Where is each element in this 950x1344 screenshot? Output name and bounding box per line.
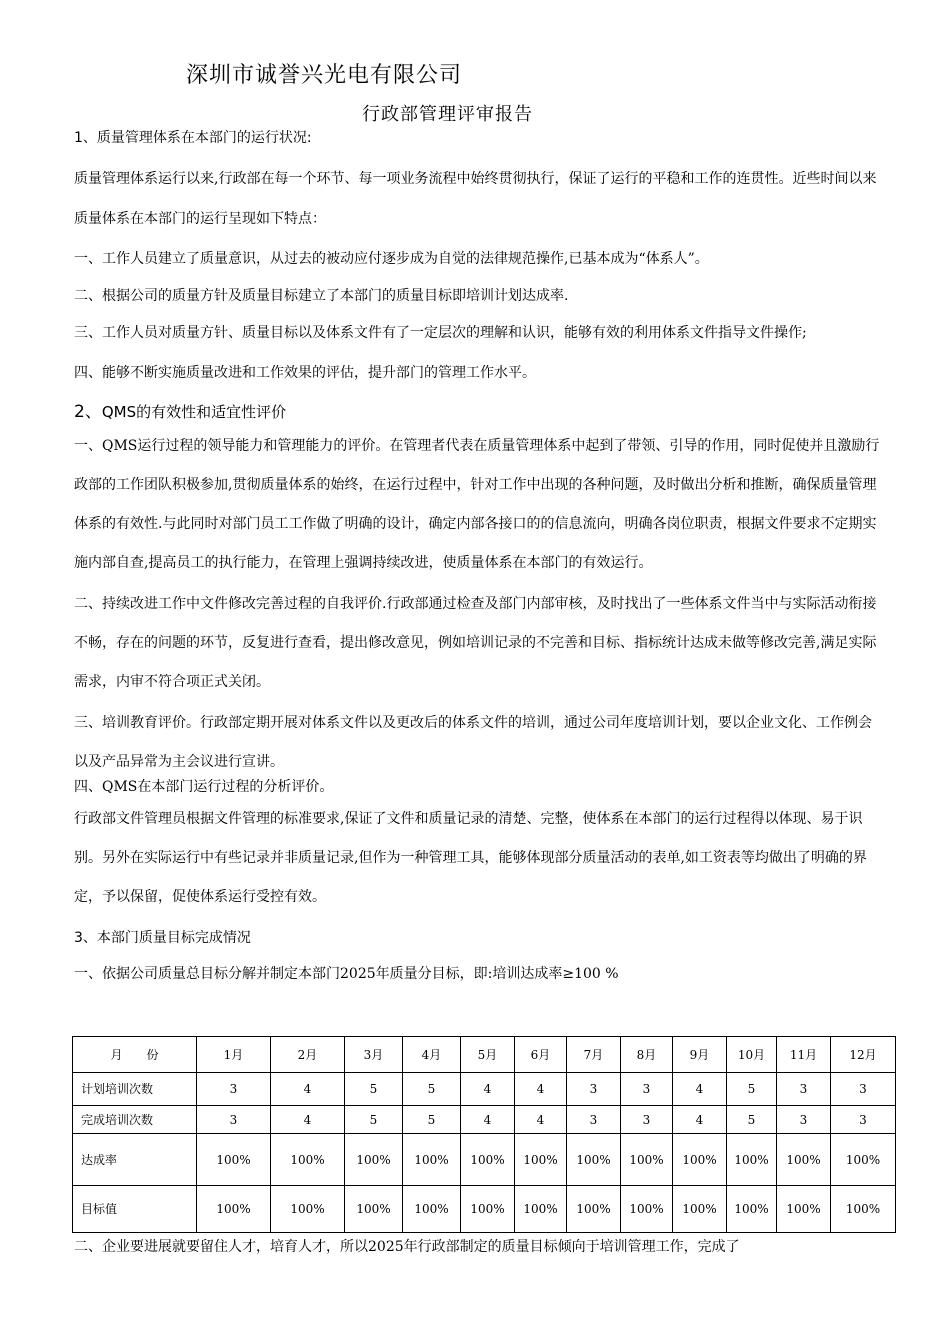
table-cell: 5 [727, 1106, 777, 1134]
section-2-title: QMS的有效性和适宜性评价 [101, 403, 287, 421]
section-1-point-4: 四、能够不断实施质量改进和工作效果的评估，提升部门的管理工作水平。 [74, 365, 536, 381]
table-cell: 100% [621, 1186, 673, 1233]
month-cell: 4月 [403, 1037, 461, 1073]
section-1-point-3: 三、工作人员对质量方针、质量目标以及体系文件有了一定层次的理解和认识，能够有效的利用体系文件指导文件操作; [74, 325, 807, 341]
month-cell: 11月 [777, 1037, 831, 1073]
table-cell: 5 [727, 1073, 777, 1106]
table-cell: 100% [831, 1186, 896, 1233]
table-cell: 3 [777, 1073, 831, 1106]
table-cell: 5 [345, 1073, 403, 1106]
section-3-paragraph-1: 一、依据公司质量总目标分解并制定本部门2025年质量分目标，即:培训达成率≥100 % [74, 966, 619, 982]
table-cell: 4 [461, 1073, 515, 1106]
table-cell: 3 [567, 1106, 621, 1134]
table-cell: 100% [197, 1134, 271, 1186]
table-cell: 3 [621, 1106, 673, 1134]
month-cell: 10月 [727, 1037, 777, 1073]
table-cell: 4 [271, 1073, 345, 1106]
table-row [73, 1073, 896, 1106]
table-cell: 3 [777, 1106, 831, 1134]
table-cell: 3 [621, 1073, 673, 1106]
table-header-row [73, 1037, 896, 1073]
month-cell: 1月 [197, 1037, 271, 1073]
table-cell: 100% [673, 1186, 727, 1233]
table-cell: 100% [271, 1186, 345, 1233]
table-cell: 3 [567, 1073, 621, 1106]
table-cell: 100% [777, 1186, 831, 1233]
table-cell: 3 [197, 1073, 271, 1106]
section-3-heading: 3、本部门质量目标完成情况 [74, 930, 251, 946]
table-cell: 100% [567, 1134, 621, 1186]
table-cell: 5 [403, 1073, 461, 1106]
month-cell: 8月 [621, 1037, 673, 1073]
table-cell: 100% [727, 1186, 777, 1233]
section-1-point-1: 一、工作人员建立了质量意识，从过去的被动应付逐步成为自觉的法律规范操作,已基本成为“体系人”。 [74, 251, 709, 267]
section-3-paragraph-2: 二、企业要进展就要留住人才，培育人才，所以2025年行政部制定的质量目标倾向于培训管理工作，完成了 [74, 1239, 740, 1255]
month-header-cell: 月 份 [73, 1037, 197, 1073]
report-title: 行政部管理评审报告 [362, 104, 533, 125]
section-1-point-2: 二、根据公司的质量方针及质量目标建立了本部门的质量目标即培训计划达成率. [74, 288, 569, 304]
section-2-number: 2、 [74, 402, 102, 422]
report-body [74, 127, 884, 991]
table-cell: 100% [197, 1186, 271, 1233]
table-cell: 100% [515, 1134, 567, 1186]
table-cell: 3 [197, 1106, 271, 1134]
month-cell: 5月 [461, 1037, 515, 1073]
table-cell: 5 [345, 1106, 403, 1134]
table-cell: 4 [515, 1073, 567, 1106]
table-cell: 100% [621, 1134, 673, 1186]
section-2-paragraph-4: 行政部文件管理员根据文件管理的标准要求,保证了文件和质量记录的清楚、完整，使体系在本部门的运行过程得以体现、易于识别。另外在实际运行中有些记录并非质量记录,但作为一种管理工具，能够体现部分质量活动的表单,如工资表等均做出了明确的界定，予以保留，促使体系运行受控有效。 [74, 811, 867, 905]
table-cell: 3 [831, 1073, 896, 1106]
month-cell: 6月 [515, 1037, 567, 1073]
table-cell: 4 [673, 1073, 727, 1106]
table-cell: 100% [831, 1134, 896, 1186]
company-name: 深圳市诚誉兴光电有限公司 [186, 63, 463, 88]
training-target-table [72, 1036, 896, 1233]
table-row [73, 1106, 896, 1134]
row-label: 计划培训次数 [73, 1073, 197, 1106]
month-cell: 2月 [271, 1037, 345, 1073]
table-cell: 100% [345, 1186, 403, 1233]
table-cell: 100% [345, 1134, 403, 1186]
row-label: 目标值 [73, 1186, 197, 1233]
table-cell: 4 [673, 1106, 727, 1134]
month-cell: 3月 [345, 1037, 403, 1073]
table-cell: 100% [673, 1134, 727, 1186]
row-label: 完成培训次数 [73, 1106, 197, 1134]
table-cell: 100% [461, 1186, 515, 1233]
table-cell: 100% [777, 1134, 831, 1186]
section-2-paragraph-3: 三、培训教育评价。行政部定期开展对体系文件以及更改后的体系文件的培训，通过公司年度培训计划，要以企业文化、工作例会以及产品异常为主会议进行宣讲。 [74, 715, 872, 770]
month-cell: 9月 [673, 1037, 727, 1073]
month-cell: 12月 [831, 1037, 896, 1073]
table-cell: 100% [515, 1186, 567, 1233]
table-cell: 100% [403, 1134, 461, 1186]
table-cell: 4 [461, 1106, 515, 1134]
table-cell: 4 [271, 1106, 345, 1134]
table-cell: 100% [271, 1134, 345, 1186]
table-row [73, 1134, 896, 1186]
table-cell: 4 [515, 1106, 567, 1134]
table-cell: 3 [831, 1106, 896, 1134]
table-row [73, 1186, 896, 1233]
table-cell: 100% [461, 1134, 515, 1186]
section-2-paragraph-2: 二、持续改进工作中文件修改完善过程的自我评价.行政部通过检查及部门内部审核，及时找出了一些体系文件当中与实际活动衔接不畅，存在的问题的环节，反复进行查看，提出修改意见，例如培训记录的不完善和目标、指标统计达成未做等修改完善,满足实际需求，内审不符合项正式关闭。 [74, 596, 877, 690]
section-2-heading [74, 401, 884, 423]
table-cell: 100% [403, 1186, 461, 1233]
table-cell: 100% [727, 1134, 777, 1186]
section-2-paragraph-4-heading: 四、QMS在本部门运行过程的分析评价。 [74, 779, 334, 795]
section-1-heading: 1、质量管理体系在本部门的运行状况: [74, 130, 312, 146]
row-label: 达成率 [73, 1134, 197, 1186]
table-cell: 100% [567, 1186, 621, 1233]
table-cell: 5 [403, 1106, 461, 1134]
section-1-intro: 质量管理体系运行以来,行政部在每一个环节、每一项业务流程中始终贯彻执行，保证了运行的平稳和工作的连贯性。近些时间以来质量体系在本部门的运行呈现如下特点： [74, 171, 877, 227]
section-2-paragraph-1: 一、QMS运行过程的领导能力和管理能力的评价。在管理者代表在质量管理体系中起到了带领、引导的作用，同时促使并且激励行政部的工作团队积极参加,贯彻质量体系的始终，在运行过程中，针对工作中出现的各种问题，及时做出分析和推断，确保质量管理体系的有效性.与此同时对部门员工工作做了明确的设计，确定内部各接口的的信息流向，明确各岗位职责，根据文件要求不定期实施内部自查,提高员工的执行能力，在管理上强调持续改进，使质量体系在本部门的有效运行。 [74, 438, 880, 571]
month-cell: 7月 [567, 1037, 621, 1073]
